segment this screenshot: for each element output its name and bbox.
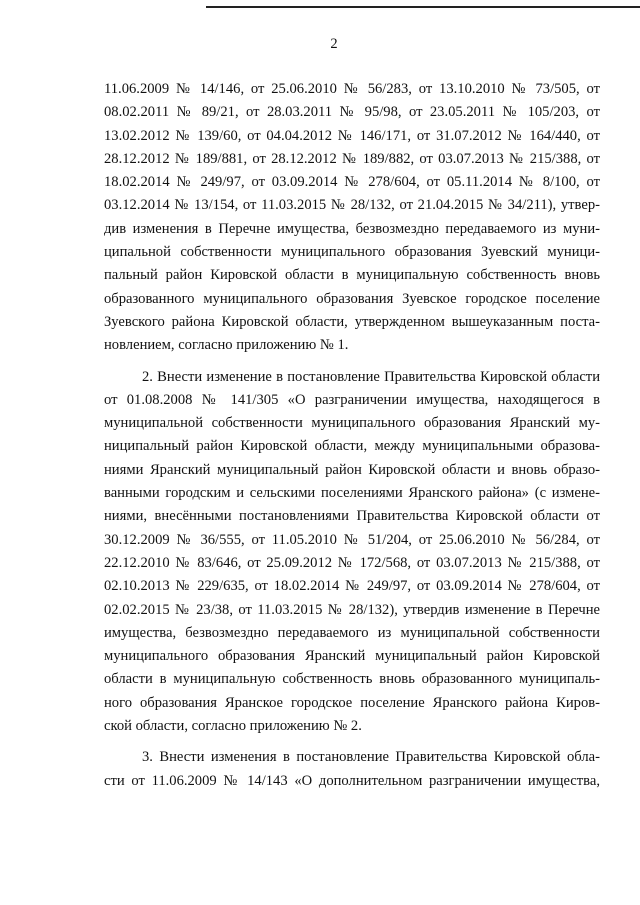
- paragraph-3: [104, 746, 600, 793]
- text-line: Зуевского района Кировской области, утвержденном вышеуказанным поста-: [104, 313, 600, 330]
- page-number: 2: [330, 36, 338, 52]
- document-body: [104, 78, 600, 793]
- text-line: ниями Яранский муниципальный район Кировской области и вновь образо-: [104, 461, 600, 478]
- paragraph-gap: [104, 738, 600, 746]
- text-line: ципальной собственности муниципального образования Зуевский муници-: [104, 244, 600, 261]
- text-line: пальный район Кировской области в муниципальную собственность вновь: [104, 267, 600, 284]
- text-line: образованного муниципального образования Зуевское городское поселение: [104, 290, 600, 307]
- top-rule: [206, 6, 640, 8]
- text-line: от 01.08.2008 № 141/305 «О разграничении имущества, находящегося в: [104, 391, 600, 408]
- text-line: ванными городским и сельскими поселениями Яранского района» (с измене-: [104, 485, 600, 502]
- text-line: муниципального образования Яранский муниципальный район Кировской: [104, 648, 600, 665]
- text-line: сти от 11.06.2009 № 14/143 «О дополнительном разграничении имущества,: [104, 772, 600, 789]
- text-line: ниципальный район Кировской области, между муниципальными образова-: [104, 438, 600, 455]
- text-line: 03.12.2014 № 13/154, от 11.03.2015 № 28/132, от 21.04.2015 № 34/211), утвер-: [104, 197, 600, 214]
- paragraph-1: [104, 78, 600, 358]
- text-line: ской области, согласно приложению № 2.: [104, 718, 362, 735]
- text-line: новлением, согласно приложению № 1.: [104, 337, 349, 354]
- text-line: див изменения в Перечне имущества, безвозмездно передаваемого из муни-: [104, 220, 600, 237]
- text-line: 3. Внести изменения в постановление Правительства Кировской обла-: [142, 749, 600, 766]
- text-line: 28.12.2012 № 189/881, от 28.12.2012 № 189/882, от 03.07.2013 № 215/388, от: [104, 150, 600, 167]
- text-line: 02.10.2013 № 229/635, от 18.02.2014 № 249/97, от 03.09.2014 № 278/604, от: [104, 578, 600, 595]
- text-line: 22.12.2010 № 83/646, от 25.09.2012 № 172/568, от 03.07.2013 № 215/388, от: [104, 554, 600, 571]
- text-line: области в муниципальную собственность вновь образованного муниципаль-: [104, 671, 600, 688]
- paragraph-2: [104, 366, 600, 739]
- text-line: 18.02.2014 № 249/97, от 03.09.2014 № 278/604, от 05.11.2014 № 8/100, от: [104, 174, 600, 191]
- text-line: 08.02.2011 № 89/21, от 28.03.2011 № 95/98, от 23.05.2011 № 105/203, от: [104, 104, 600, 121]
- text-line: муниципальной собственности муниципального образования Яранский му-: [104, 415, 600, 432]
- text-line: имущества, безвозмездно передаваемого из муниципальной собственности: [104, 624, 600, 641]
- text-line: 30.12.2009 № 36/555, от 11.05.2010 № 51/204, от 25.06.2010 № 56/284, от: [104, 531, 600, 548]
- text-line: 11.06.2009 № 14/146, от 25.06.2010 № 56/283, от 13.10.2010 № 73/505, от: [104, 81, 600, 97]
- text-line: 02.02.2015 № 23/38, от 11.03.2015 № 28/132), утвердив изменение в Перечне: [104, 601, 600, 618]
- paragraph-gap: [104, 358, 600, 366]
- text-line: 2. Внести изменение в постановление Правительства Кировской области: [142, 368, 600, 385]
- text-line: ного образования Яранское городское поселение Яранского района Киров-: [104, 694, 600, 711]
- text-line: ниями, внесёнными постановлениями Правительства Кировской области от: [104, 508, 600, 525]
- text-line: 13.02.2012 № 139/60, от 04.04.2012 № 146/171, от 31.07.2012 № 164/440, от: [104, 127, 600, 144]
